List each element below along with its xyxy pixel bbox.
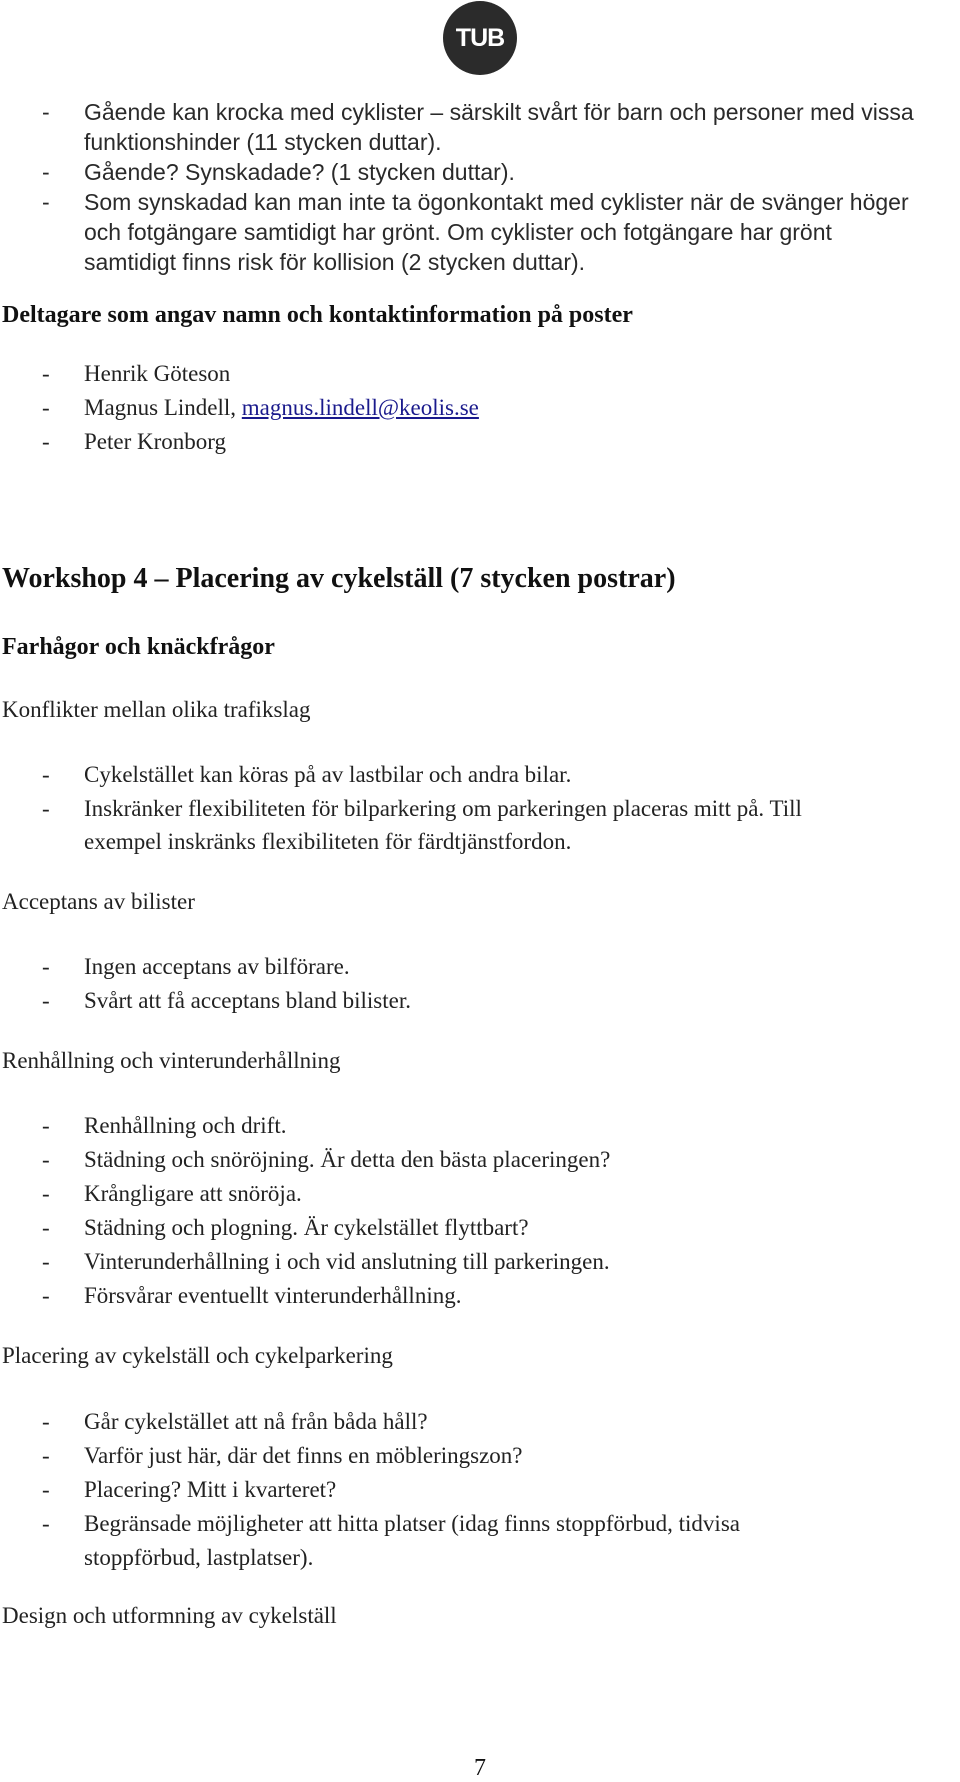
- email-link[interactable]: magnus.lindell@keolis.se: [241, 395, 479, 420]
- workshop-title: Workshop 4 – Placering av cykelställ (7 stycken postrar): [2, 563, 676, 594]
- list-dash: -: [42, 361, 50, 386]
- list-item-text: Inskränker flexibiliteten för bilparkering om parkeringen placeras mitt på. Till: [84, 796, 802, 821]
- list-item-text: Renhållning och drift.: [84, 1113, 287, 1138]
- section-heading: Placering av cykelställ och cykelparkering: [2, 1343, 393, 1368]
- list-dash: -: [42, 1283, 50, 1308]
- list-dash: -: [42, 1477, 50, 1502]
- list-dash: -: [42, 1409, 50, 1434]
- list-item-text: Vinterunderhållning i och vid anslutning till parkeringen.: [84, 1249, 610, 1274]
- list-item-text: och fotgängare samtidigt har grönt. Om cyklister och fotgängare har grönt: [84, 219, 832, 245]
- list-item-text: Begränsade möjligheter att hitta platser (idag finns stoppförbud, tidvisa: [84, 1511, 740, 1536]
- list-item-text: Svårt att få acceptans bland bilister.: [84, 988, 411, 1013]
- list-dash: -: [42, 1113, 50, 1138]
- list-item-text: Krångligare att snöröja.: [84, 1181, 302, 1206]
- list-item-text: Placering? Mitt i kvarteret?: [84, 1477, 337, 1502]
- participant-entry: [84, 395, 479, 421]
- list-item-text: Gående? Synskadade? (1 stycken duttar).: [84, 159, 515, 185]
- list-dash: -: [42, 1181, 50, 1206]
- list-item-text: funktionshinder (11 stycken duttar).: [84, 129, 442, 155]
- participants-heading: Deltagare som angav namn och kontaktinformation på poster: [2, 302, 633, 328]
- list-dash: -: [42, 159, 50, 185]
- participant-name: Henrik Göteson: [84, 361, 231, 386]
- list-dash: -: [42, 189, 50, 215]
- list-dash: -: [42, 1511, 50, 1536]
- section-heading: Acceptans av bilister: [2, 889, 195, 914]
- page-number: 7: [474, 1755, 486, 1781]
- list-dash: -: [42, 395, 50, 420]
- list-dash: -: [42, 1443, 50, 1468]
- list-item-text: stoppförbud, lastplatser).: [84, 1545, 314, 1570]
- participant-name: Magnus Lindell,: [84, 395, 242, 420]
- section-heading: Design och utformning av cykelställ: [2, 1603, 337, 1628]
- list-dash: -: [42, 762, 50, 787]
- participant-name: Peter Kronborg: [84, 429, 227, 454]
- list-item-text: Ingen acceptans av bilförare.: [84, 954, 350, 979]
- list-item-text: Gående kan krocka med cyklister – särskilt svårt för barn och personer med vissa: [84, 99, 914, 125]
- logo-text: TUB: [455, 23, 505, 52]
- concerns-heading: Farhågor och knäckfrågor: [2, 634, 275, 660]
- list-item-text: Städning och plogning. Är cykelstället flyttbart?: [84, 1215, 529, 1240]
- list-item-text: Som synskadad kan man inte ta ögonkontakt med cyklister när de svänger höger: [84, 189, 909, 215]
- list-item-text: Städning och snöröjning. Är detta den bästa placeringen?: [84, 1147, 611, 1172]
- list-dash: -: [42, 954, 50, 979]
- list-item-text: Försvårar eventuellt vinterunderhållning.: [84, 1283, 462, 1308]
- section-heading: Konflikter mellan olika trafikslag: [2, 697, 311, 722]
- list-item-text: Går cykelstället att nå från båda håll?: [84, 1409, 428, 1434]
- list-item-text: samtidigt finns risk för kollision (2 stycken duttar).: [84, 249, 586, 275]
- list-dash: -: [42, 429, 50, 454]
- list-dash: -: [42, 99, 50, 125]
- list-dash: -: [42, 1147, 50, 1172]
- list-dash: -: [42, 1249, 50, 1274]
- list-dash: -: [42, 1215, 50, 1240]
- list-item-text: exempel inskränks flexibiliteten för färdtjänstfordon.: [84, 829, 572, 854]
- tub-logo: [443, 1, 517, 75]
- list-dash: -: [42, 988, 50, 1013]
- list-dash: -: [42, 796, 50, 821]
- section-heading: Renhållning och vinterunderhållning: [2, 1048, 341, 1073]
- list-item-text: Cykelstället kan köras på av lastbilar och andra bilar.: [84, 762, 572, 787]
- list-item-text: Varför just här, där det finns en möbleringszon?: [84, 1443, 523, 1468]
